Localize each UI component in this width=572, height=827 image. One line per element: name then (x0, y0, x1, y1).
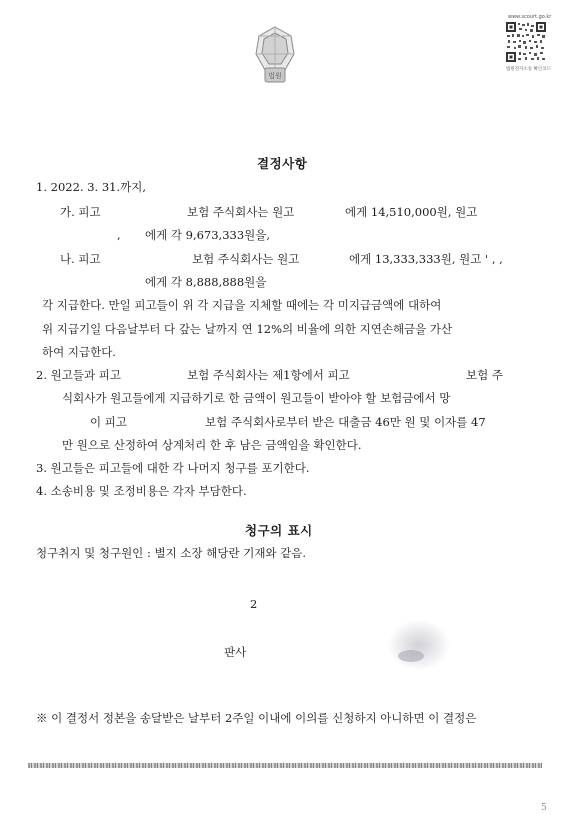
item-1-na-text-b: 에게 13,333,333원, 원고 ' , , (349, 252, 503, 266)
qr-url: www.scourt.go.kr (508, 14, 552, 20)
item-2-text-b: 보험 주 (466, 368, 503, 382)
item-2-line-3-text: 보험 주식회사로부터 받은 대출금 46만 원 및 이자를 47 (205, 415, 486, 429)
item-1-ga-prefix: 가. 피고 (60, 205, 101, 219)
judge-seal-mark (398, 650, 424, 662)
item-1-na-text-c: 에게 각 8,888,888원을 (145, 275, 267, 289)
section-title-decision: 결정사항 (257, 156, 308, 171)
emblem-label: 법원 (268, 72, 282, 80)
qr-code-icon (506, 22, 546, 62)
court-emblem-logo (253, 24, 297, 86)
section-title-claim: 청구의 표시 (245, 523, 313, 538)
item-2-line-4: 만 원으로 산정하여 상계처리 한 후 남은 금액임을 확인한다. (62, 438, 362, 452)
item-1-body-line-2: 위 지급기일 다음날부터 다 갚는 날까지 연 12%의 비율에 의한 지연손해금을 가산 (42, 322, 453, 336)
item-1-ga-text-a: 보험 주식회사는 원고 (187, 205, 295, 219)
item-1-ga-text-c: 에게 각 9,673,333원을, (145, 228, 271, 242)
claim-description: 청구취지 및 청구원인 : 별지 소장 해당란 기재와 같음. (36, 546, 307, 560)
item-2-line-2: 식회사가 원고들에게 지급하기로 한 금액이 원고들이 받아야 할 보험금에서 망 (62, 391, 451, 405)
item-4: 4. 소송비용 및 조정비용은 각자 부담한다. (36, 484, 247, 498)
objection-notice: ※ 이 결정서 정본을 송달받은 날부터 2주일 이내에 이의를 신청하지 아니하면 이 결정은 (36, 711, 477, 725)
judge-seal-stamp (388, 620, 450, 670)
item-1-heading: 1. 2022. 3. 31.까지, (36, 180, 146, 194)
perforation-stamp-bar (28, 763, 542, 768)
item-1-body-line-1: 각 지급한다. 만일 피고들이 위 각 지급을 지체할 때에는 각 미지급금액에 대하여 (42, 298, 442, 312)
item-1-body-line-3: 하여 지급한다. (42, 345, 116, 359)
judge-label: 판사 (224, 645, 247, 659)
page-number: 5 (541, 803, 547, 813)
item-1-ga-comma: , (117, 228, 121, 242)
item-1-na-text-a: 보험 주식회사는 원고 (192, 252, 300, 266)
item-1-na-prefix: 나. 피고 (60, 252, 101, 266)
item-1-ga-text-b: 에게 14,510,000원, 원고 (345, 205, 478, 219)
item-2-prefix: 2. 원고들과 피고 (36, 368, 121, 382)
decision-date: 2 (250, 597, 258, 611)
item-2-text-a: 보험 주식회사는 제1항에서 피고 (187, 368, 350, 382)
item-3: 3. 원고들은 피고들에 대한 각 나머지 청구를 포기한다. (36, 461, 310, 475)
item-2-line-3-prefix: 이 피고 (90, 415, 127, 429)
qr-caption: 법원전자소송 확인코드 (506, 67, 551, 72)
